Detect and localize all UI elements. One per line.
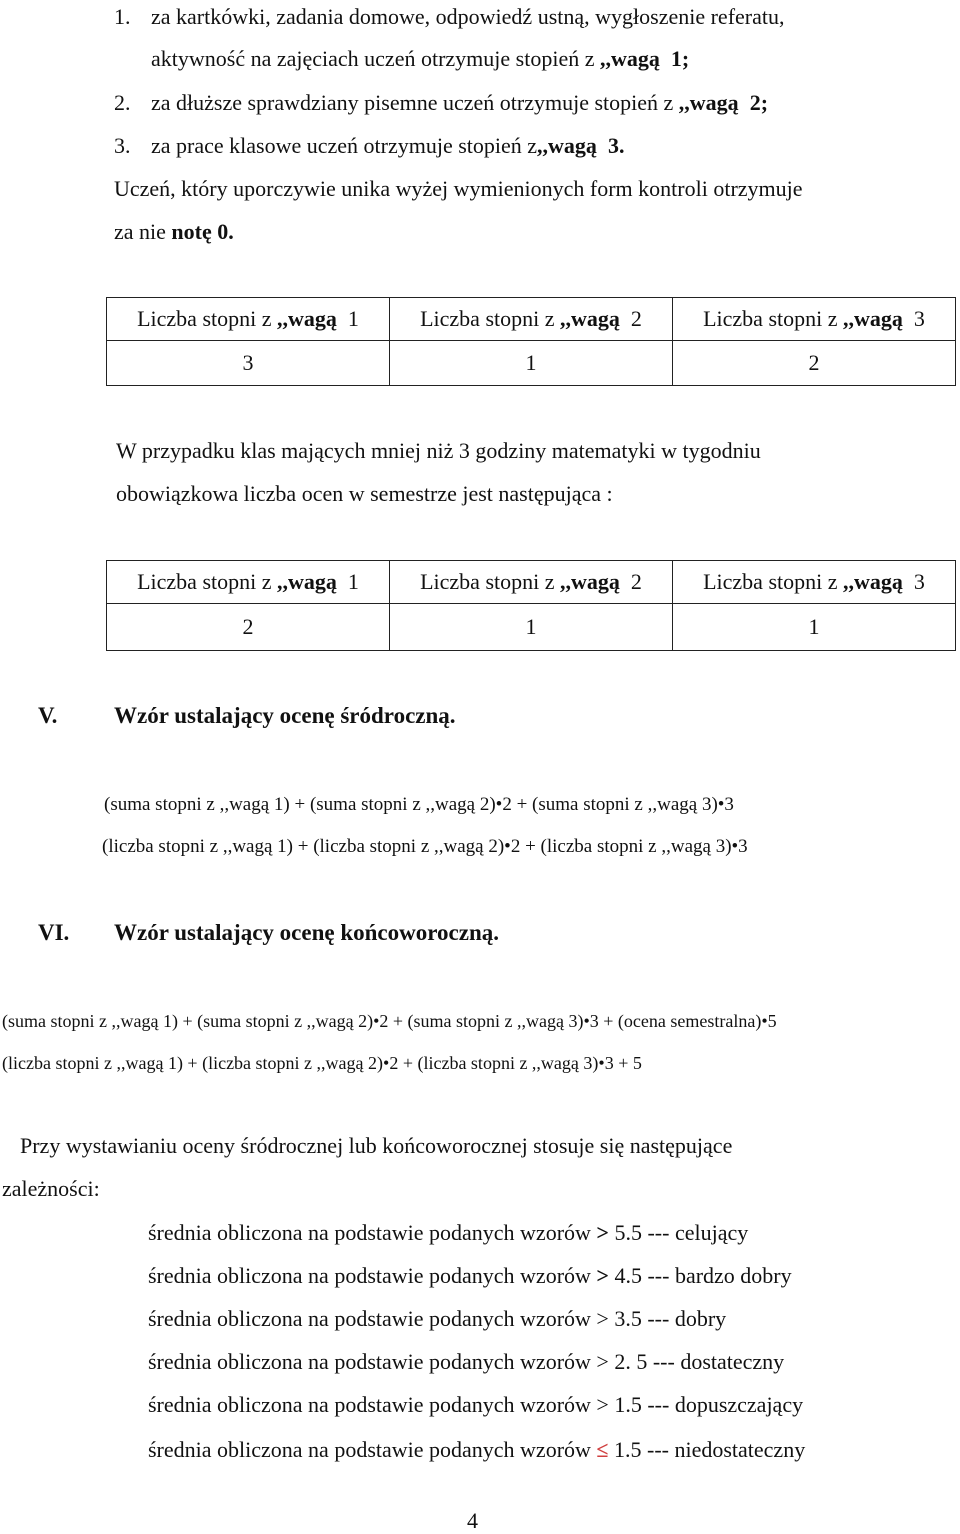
paragraph-avoid-line-2 [114, 219, 234, 245]
comparison-operator: > [596, 1349, 609, 1374]
comparison-operator: > [596, 1306, 609, 1331]
table-cell: 1 [390, 604, 673, 651]
table-header-cell: Liczba stopni z ,,wagą 2 [390, 298, 673, 341]
table-cell: 1 [673, 604, 956, 651]
list-item-1-line-2 [151, 46, 689, 72]
rules-intro-line-1: Przy wystawianiu oceny śródrocznej lub końcoworocznej stosuje się następujące [20, 1133, 733, 1158]
rules-intro-line-2: zależności: [2, 1176, 100, 1201]
table-header-cell: Liczba stopni z ,,wagą 1 [107, 561, 390, 604]
list-item-1-line-1: za kartkówki, zadania domowe, odpowiedź ustną, wygłoszenie referatu, [151, 4, 785, 29]
less-equal-symbol: ≤ [596, 1437, 609, 1462]
list-item: średnia obliczona na podstawie podanych wzorów > 1.5 --- dopuszczający [148, 1392, 804, 1417]
table-cell: 3 [107, 341, 390, 386]
list-item: średnia obliczona na podstawie podanych wzorów > 2. 5 --- dostateczny [148, 1349, 785, 1374]
table-cell: 2 [673, 341, 956, 386]
table-cell: 2 [107, 604, 390, 651]
list-item: średnia obliczona na podstawie podanych wzorów > 4.5 --- bardzo dobry [148, 1263, 792, 1288]
table-header-row [107, 561, 956, 604]
grade-zero: notę 0. [171, 219, 234, 244]
section-number: VI. [38, 920, 70, 945]
formula-2-numerator: (suma stopni z ,,wagą 1) + (suma stopni z ,,wagą 2)•2 + (suma stopni z ,,wagą 3)•3 + (ocena semestralna)•5 [2, 1011, 777, 1031]
table-row [107, 604, 956, 651]
comparison-operator: > [596, 1392, 609, 1417]
list-item-1 [114, 4, 131, 30]
table-header-cell: Liczba stopni z ,,wagą 1 [107, 298, 390, 341]
section-title: Wzór ustalający ocenę końcoworoczną. [114, 920, 499, 945]
text: za prace klasowe uczeń otrzymuje stopień z [151, 133, 538, 158]
table-row [107, 341, 956, 386]
table-header-cell: Liczba stopni z ,,wagą 3 [673, 298, 956, 341]
list-item: średnia obliczona na podstawie podanych wzorów > 3.5 --- dobry [148, 1306, 727, 1331]
paragraph-avoid-line-1: Uczeń, który uporczywie unika wyżej wymienionych form kontroli otrzymuje [114, 176, 803, 201]
formula-1-numerator: (suma stopni z ,,wagą 1) + (suma stopni z ,,wagą 2)•2 + (suma stopni z ,,wagą 3)•3 [104, 794, 734, 815]
comparison-operator: > [596, 1220, 609, 1245]
formula-1-denominator: (liczba stopni z ,,wagą 1) + (liczba stopni z ,,wagą 2)•2 + (liczba stopni z ,,wagą 3)•3 [102, 836, 748, 857]
weight-value: 1; [670, 46, 690, 71]
list-item-2 [151, 90, 768, 116]
list-item: średnia obliczona na podstawie podanych wzorów ≤ 1.5 --- niedostateczny [148, 1437, 806, 1462]
section-title: Wzór ustalający ocenę śródroczną. [114, 703, 456, 728]
section-number: V. [38, 703, 58, 728]
comparison-operator: > [596, 1263, 609, 1288]
weights-table-1 [106, 297, 956, 386]
table-header-cell: Liczba stopni z ,,wagą 2 [390, 561, 673, 604]
weight-label: ,,wagą [599, 46, 660, 71]
weight-value: 2; [749, 90, 769, 115]
paragraph-classes-line-1: W przypadku klas mających mniej niż 3 godziny matematyki w tygodniu [116, 438, 761, 463]
text: za dłuższe sprawdziany pisemne uczeń otrzymuje stopień z [151, 90, 679, 115]
list-item-3 [151, 133, 624, 159]
text: aktywność na zajęciach uczeń otrzymuje stopień z [151, 46, 600, 71]
table-header-cell: Liczba stopni z ,,wagą 3 [673, 561, 956, 604]
list-number: 1. [114, 4, 131, 29]
table-header-row [107, 298, 956, 341]
weight-value: 3. [607, 133, 625, 158]
formula-2-denominator: (liczba stopni z ,,wagą 1) + (liczba stopni z ,,wagą 2)•2 + (liczba stopni z ,,wagą 3)•3 + 5 [2, 1053, 642, 1073]
weight-label: ,,wagą [678, 90, 739, 115]
table-cell: 1 [390, 341, 673, 386]
page-number: 4 [467, 1508, 478, 1533]
list-number: 2. [114, 90, 131, 115]
text: za nie [114, 219, 172, 244]
list-item: średnia obliczona na podstawie podanych wzorów > 5.5 --- celujący [148, 1220, 749, 1245]
weights-table-2 [106, 560, 956, 651]
paragraph-classes-line-2: obowiązkowa liczba ocen w semestrze jest następująca : [116, 481, 613, 506]
weight-label: ,,wagą [537, 133, 597, 158]
list-number: 3. [114, 133, 131, 158]
